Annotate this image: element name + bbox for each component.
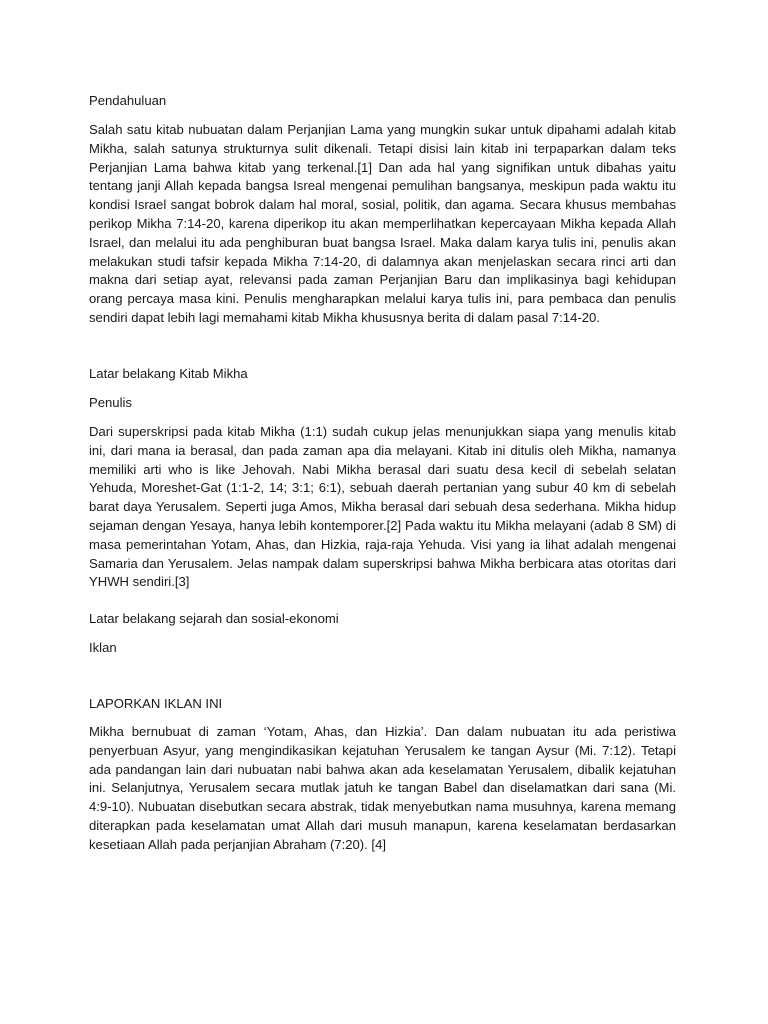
background-heading: Latar belakang Kitab Mikha: [89, 366, 248, 381]
report-ad-link[interactable]: LAPORKAN IKLAN INI: [89, 696, 223, 711]
intro-heading: Pendahuluan: [89, 93, 167, 108]
intro-paragraph: Salah satu kitab nubuatan dalam Perjanjian Lama yang mungkin sukar untuk dipahami adalah kitab Mikha, salah satunya strukturnya sulit dikenali. Tetapi disisi lain kitab ini terpaparkan dalam teks Perjanjian Lama bahwa kitab yang terkenal.[1] Dan ada hal yang signifikan untuk dibahas yaitu tentang janji Allah kepada bangsa Isreal mengenai pemulihan bangsanya, meskipun pada waktu itu kondisi Israel sangat bobrok dalam hal moral, sosial, politik, dan agama. Secara khusus membahas perikop Mikha 7:14-20, karena diperikop itu akan memperlihatkan kepercayaan Mikha kepada Allah Israel, dan melalui itu ada penghiburan buat bangsa Israel. Maka dalam karya tulis ini, penulis akan melakukan studi tafsir kepada Mikha 7:14-20, di dalamnya akan menjelaskan secara rinci arti dan makna dari setiap ayat, relevansi pada zaman Perjanjian Baru dan implikasinya bagi kehidupan orang percaya masa kini. Penulis mengharapkan melalui karya tulis ini, para pembaca dan penulis sendiri dapat lebih lagi memahami kitab Mikha khususnya berita di dalam pasal 7:14-20.: [89, 122, 676, 325]
history-paragraph: Mikha bernubuat di zaman ‘Yotam, Ahas, dan Hizkia’. Dan dalam nubuatan itu ada peristiwa penyerbuan Asyur, yang mengindikasikan kejatuhan Yerusalem ke tangan Aysur (Mi. 7:12). Tetapi ada pandangan lain dari nubuatan nabi bahwa akan ada keselamatan Yerusalem, dibalik kejatuhan ini. Selanjutnya, Yerusalem secara mutlak jatuh ke tangan Babel dan diselamatkan dari sana (Mi. 4:9-10). Nubuatan disebutkan secara abstrak, tidak menyebutkan nama musuhnya, karena memang diterapkan pada keselamatan umat Allah dari musuh manapun, karena keselamatan berdasarkan kesetiaan Allah pada perjanjian Abraham (7:20). [4]: [89, 724, 676, 852]
author-paragraph: Dari superskripsi pada kitab Mikha (1:1) sudah cukup jelas menunjukkan siapa yang menulis kitab ini, dari mana ia berasal, dan pada zaman apa dia melayani. Kitab ini ditulis oleh Mikha, namanya memiliki arti who is like Jehovah. Nabi Mikha berasal dari suatu desa kecil di sebelah selatan Yehuda, Moreshet-Gat (1:1-2, 14; 3:1; 6:1), sebuah daerah pertanian yang subur 40 km di sebelah barat daya Yerusalem. Seperti juga Amos, Mikha berasal dari sebuah desa sederhana. Mikha hidup sejaman dengan Yesaya, hanya lebih kontemporer.[2] Pada waktu itu Mikha melayani (adab 8 SM) di masa pemerintahan Yotam, Ahas, dan Hizkia, raja-raja Yehuda. Visi yang ia lihat adalah mengenai Samaria dan Yerusalem. Jelas nampak dalam superskripsi bahwa Mikha berbicara atas otoritas dari YHWH sendiri.[3]: [89, 424, 676, 590]
ad-label: Iklan: [89, 640, 117, 655]
history-heading: Latar belakang sejarah dan sosial-ekonomi: [89, 611, 339, 626]
author-heading: Penulis: [89, 395, 132, 410]
